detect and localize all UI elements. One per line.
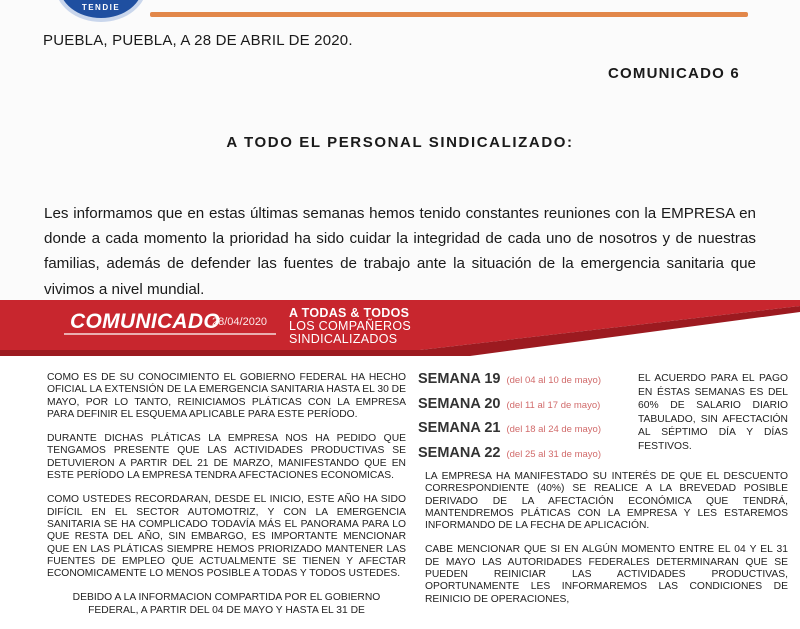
left-paragraph: COMO ES DE SU CONOCIMIENTO EL GOBIERNO FEDERAL HA HECHO OFICIAL LA EXTENSIÓN DE LA EMERGENCIA SANITARIA HASTA EL 30 DE MAYO, POR LO TANTO, REINICIAMOS PLÁTICAS CON LA EMPRESA PARA DEFINIR EL ESQUEMA APLICABLE PARA ESTE PERÍODO. bbox=[47, 372, 406, 420]
week-label: SEMANA 19 bbox=[418, 371, 501, 387]
dateline: PUEBLA, PUEBLA, A 28 DE ABRIL DE 2020. bbox=[43, 32, 353, 49]
left-column bbox=[47, 372, 406, 629]
week-label: SEMANA 22 bbox=[418, 444, 501, 461]
right-paragraph: CABE MENCIONAR QUE SI EN ALGÚN MOMENTO ENTRE EL 04 Y EL 31 DE MAYO LAS AUTORIDADES FEDERALES DETERMINARAN QUE SE PUEDEN REINICIAR LAS ACTIVIDADES PRODUCTIVAS, OPORTUNAMENTE LES INFORMAREMOS LAS CONDICIONES DE REINICIO DE OPERACIONES, bbox=[425, 544, 788, 605]
audience-line-2: LOS COMPAÑEROS bbox=[289, 319, 412, 333]
week-range: (del 11 al 17 de mayo) bbox=[506, 399, 601, 411]
left-paragraph: DURANTE DICHAS PLÁTICAS LA EMPRESA NOS HA PEDIDO QUE TENGAMOS PRESENTE QUE LAS ACTIVIDADES PRODUCTIVAS SE DETUVIERON A PARTIR DEL 21 DE MARZO, MANIFESTANDO QUE EN ESTE PERÍODO LA EMPRESA TENDRA AFECTACIONES ECONOMICAS. bbox=[47, 433, 406, 482]
week-row bbox=[418, 419, 638, 444]
letter-body: Les informamos que en estas últimas semanas hemos tenido constantes reuniones con la EMPRESA en donde a cada momento la prioridad ha sido cuidar la integridad de cada uno de nosotros y de nuestras familias, además de defender las fuentes de trabajo ante la situación de la emergencia sanitaria que vivimos a nivel mundial. bbox=[44, 205, 756, 298]
week-row bbox=[418, 370, 638, 395]
week-label: SEMANA 21 bbox=[418, 420, 501, 436]
week-range: (del 25 al 31 de mayo) bbox=[506, 448, 601, 460]
audience-line-1: A TODAS & TODOS bbox=[289, 306, 410, 320]
letter-heading: A TODO EL PERSONAL SINDICALIZADO: bbox=[226, 134, 574, 151]
header-rule bbox=[150, 12, 748, 17]
weeks-list bbox=[418, 370, 638, 468]
union-logo bbox=[55, 0, 147, 22]
comunicado-number: COMUNICADO 6 bbox=[608, 65, 740, 82]
bulletin-page bbox=[0, 300, 800, 616]
week-payment-note: EL ACUERDO PARA EL PAGO EN ÉSTAS SEMANAS ES DEL 60% DE SALARIO DIARIO TABULADO, SIN AFECTACIÓN AL SÉPTIMO DÍA Y DÍAS FESTIVOS. bbox=[638, 373, 788, 452]
bulletin-date: 28/04/2020 bbox=[212, 316, 268, 328]
week-range: (del 04 al 10 de mayo) bbox=[506, 375, 601, 386]
week-range: (del 18 al 24 de mayo) bbox=[506, 424, 601, 435]
week-row bbox=[418, 444, 638, 469]
right-paragraph: LA EMPRESA HA MANIFESTADO SU INTERÉS DE QUE EL DESCUENTO CORRESPONDIENTE (40%) SE REALICE A LA BREVEDAD POSIBLE DERIVADO DE LA AFECTACIÓN ECONÓMICA QUE TENDRÁ, MANTENDREMOS PLÁTICAS CON LA EMPRESA Y LES ESTAREMOS INFORMANDO DE LA FECHA DE APLICACIÓN. bbox=[425, 471, 788, 532]
bulletin-title: COMUNICADO bbox=[70, 310, 220, 333]
week-label: SEMANA 20 bbox=[418, 395, 501, 412]
logo-text: TENDIE bbox=[81, 3, 121, 12]
letter-page bbox=[0, 0, 800, 300]
right-column bbox=[425, 471, 788, 618]
week-row bbox=[418, 395, 638, 420]
left-paragraph: COMO USTEDES RECORDARAN, DESDE EL INICIO, ESTE AÑO HA SIDO DIFÍCIL EN EL SECTOR AUTOMOTRIZ, Y CON LA EMERGENCIA SANITARIA SE HA COMPLICADO TODAVÍA MÁS EL PANORAMA PARA LO QUE RESTA DEL AÑO, SIN EMBARGO, ES IMPORTANTE MENCIONAR QUE EN LAS PLÁTICAS SIEMPRE HEMOS PRIORIZADO MANTENER LAS FUENTES DE EMPLEO QUE ACTUALMENTE SE TIENEN Y AFECTAR ECONOMICAMENTE LO MENOS POSIBLE A TODAS Y TODOS USTEDES. bbox=[47, 494, 406, 580]
left-paragraph: DEBIDO A LA INFORMACION COMPARTIDA POR EL GOBIERNO FEDERAL, A PARTIR DEL 04 DE MAYO Y HASTA EL 31 DE bbox=[72, 592, 381, 616]
audience-line-3: SINDICALIZADOS bbox=[289, 332, 398, 346]
